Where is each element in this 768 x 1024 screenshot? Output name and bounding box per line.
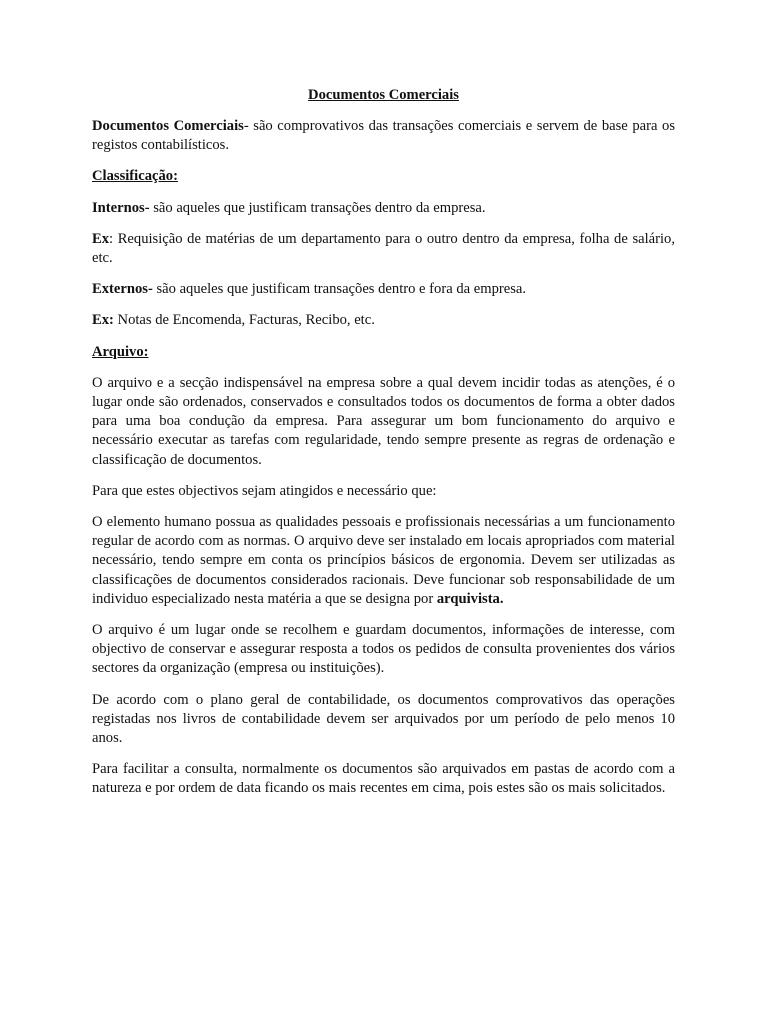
arquivo-paragraph-3-text: O elemento humano possua as qualidades pessoais e profissionais necessárias a um funcionamento regular de acordo com as normas. O arquivo deve ser instalado em locais apropriados com material necessário, tendo sempre em conta os princípios básicos de ergonomia. Devem ser utilizadas as classificações de documentos considerados racionais. Deve funcionar sob responsabilidade de um individuo especializado nesta matéria a que se designa por bbox=[92, 514, 675, 607]
arquivista-term: arquivista. bbox=[436, 590, 504, 607]
externos-term: Externos- bbox=[92, 281, 153, 298]
arquivo-paragraph-5: De acordo com o plano geral de contabilidade, os documentos comprovativos das operações registadas nos livros de contabilidade devem ser arquivados por um período de pelo menos 10 anos. bbox=[92, 691, 675, 747]
internos-term: Internos- bbox=[92, 199, 150, 216]
internos-example-paragraph bbox=[92, 230, 675, 268]
intro-term: Documentos Comerciais bbox=[92, 118, 244, 134]
internos-example-term: Ex bbox=[92, 230, 110, 247]
arquivo-paragraph-2: Para que estes objectivos sejam atingidos e necessário que: bbox=[92, 482, 437, 499]
externos-example-text: Notas de Encomenda, Facturas, Recibo, etc. bbox=[113, 312, 375, 329]
internos-example-text: : Requisição de matérias de um departamento para o outro dentro da empresa, folha de salário, etc. bbox=[92, 230, 675, 267]
classificacao-heading: Classificação: bbox=[92, 168, 178, 185]
internos-text: são aqueles que justificam transações dentro da empresa. bbox=[149, 199, 486, 216]
externos-text: são aqueles que justificam transações dentro e fora da empresa. bbox=[152, 281, 527, 298]
externos-paragraph bbox=[92, 280, 675, 299]
externos-example-term: Ex: bbox=[92, 312, 114, 329]
intro-text: - são comprovativos das transações comerciais e servem de base para os registos contabilísticos. bbox=[92, 118, 676, 154]
arquivo-paragraph-1: O arquivo e a secção indispensável na empresa sobre a qual devem incidir todas as atenções, é o lugar onde são ordenados, conservados e consultados todos os documentos de forma a obter dados para uma boa condução da empresa. Para assegurar um bom funcionamento do arquivo e necessário executar as tarefas com regularidade, tendo sempre presente as regras de ordenação e classificação de documentos. bbox=[92, 374, 675, 468]
document-page bbox=[92, 86, 675, 811]
arquivo-paragraph-3 bbox=[92, 513, 675, 609]
arquivo-heading: Arquivo: bbox=[92, 343, 149, 360]
intro-paragraph bbox=[92, 117, 675, 155]
arquivo-paragraph-4: O arquivo é um lugar onde se recolhem e guardam documentos, informações de interesse, com objectivo de conservar e assegurar resposta a todos os pedidos de consulta provenientes dos vários sectores da organização (empresa ou instituições). bbox=[92, 622, 675, 677]
internos-paragraph bbox=[92, 199, 675, 218]
arquivo-paragraph-6: Para facilitar a consulta, normalmente os documentos são arquivados em pastas de acordo com a natureza e por ordem de data ficando os mais recentes em cima, pois estes são os mais solicitados. bbox=[92, 761, 675, 797]
externos-example-paragraph bbox=[92, 311, 675, 330]
document-title: Documentos Comerciais bbox=[308, 87, 459, 103]
